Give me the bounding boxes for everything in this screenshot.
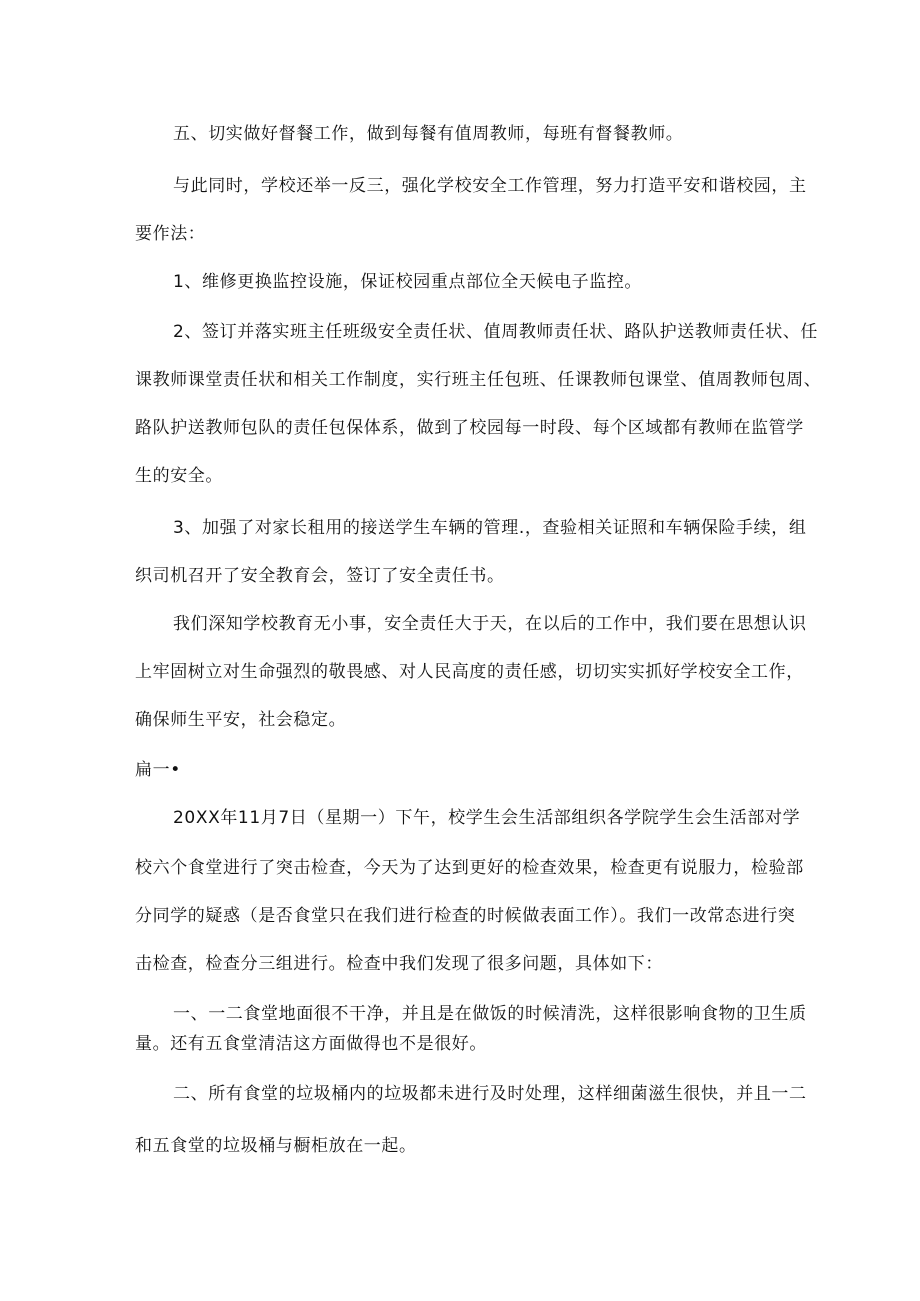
paragraph-line: 3、加强了对家长租用的接送学生车辆的管理.，查验相关证照和车辆保险手续，组: [173, 518, 807, 538]
paragraph-line: 确保师生平安，社会稳定。: [135, 710, 347, 730]
paragraph-line: 一、一二食堂地面很不干净，并且是在做饭的时候清洗，这样很影响食物的卫生质: [173, 1004, 807, 1024]
paragraph-line: 路队护送教师包队的责任包保体系，做到了校园每一时段、每个区域都有教师在监管学: [135, 418, 804, 438]
paragraph-line: 上牢固树立对生命强烈的敬畏感、对人民高度的责任感，切切实实抓好学校安全工作，: [135, 662, 804, 682]
paragraph-line: 与此同时，学校还举一反三，强化学校安全工作管理，努力打造平安和谐校园，主: [173, 176, 807, 196]
paragraph-line: 五、切实做好督餐工作，做到每餐有值周教师，每班有督餐教师。: [173, 124, 684, 144]
paragraph-line: 2、签订并落实班主任班级安全责任状、值周教师责任状、路队护送教师责任状、任: [173, 322, 819, 342]
paragraph-line: 分同学的疑惑（是否食堂只在我们进行检查的时候做表面工作）。我们一改常态进行突: [135, 906, 796, 926]
paragraph-line: 校六个食堂进行了突击检查，今天为了达到更好的检查效果，检查更有说服力，检验部: [135, 858, 804, 878]
section-heading: 扁一•: [135, 760, 181, 780]
paragraph-line: 织司机召开了安全教育会，签订了安全责任书。: [135, 566, 505, 586]
paragraph-line: 20XX年11月7日（星期一）下午，校学生会生活部组织各学院学生会生活部对学: [173, 808, 801, 828]
paragraph-line: 二、所有食堂的垃圾桶内的垃圾都未进行及时处理，这样细菌滋生很快，并且一二: [173, 1084, 807, 1104]
paragraph-line: 生的安全。: [135, 466, 223, 486]
paragraph-line: 量。还有五食堂清洁这方面做得也不是很好。: [135, 1034, 487, 1054]
paragraph-line: 要作法：: [135, 224, 206, 244]
paragraph-line: 1、维修更换监控设施，保证校园重点部位全天候电子监控。: [173, 272, 643, 292]
paragraph-line: 我们深知学校教育无小事，安全责任大于天，在以后的工作中，我们要在思想认识: [173, 614, 807, 634]
paragraph-line: 击检查，检查分三组进行。检查中我们发现了很多问题，具体如下：: [135, 954, 663, 974]
paragraph-line: 和五食堂的垃圾桶与橱柜放在一起。: [135, 1136, 417, 1156]
paragraph-line: 课教师课堂责任状和相关工作制度，实行班主任包班、任课教师包课堂、值周教师包周、: [135, 370, 822, 390]
